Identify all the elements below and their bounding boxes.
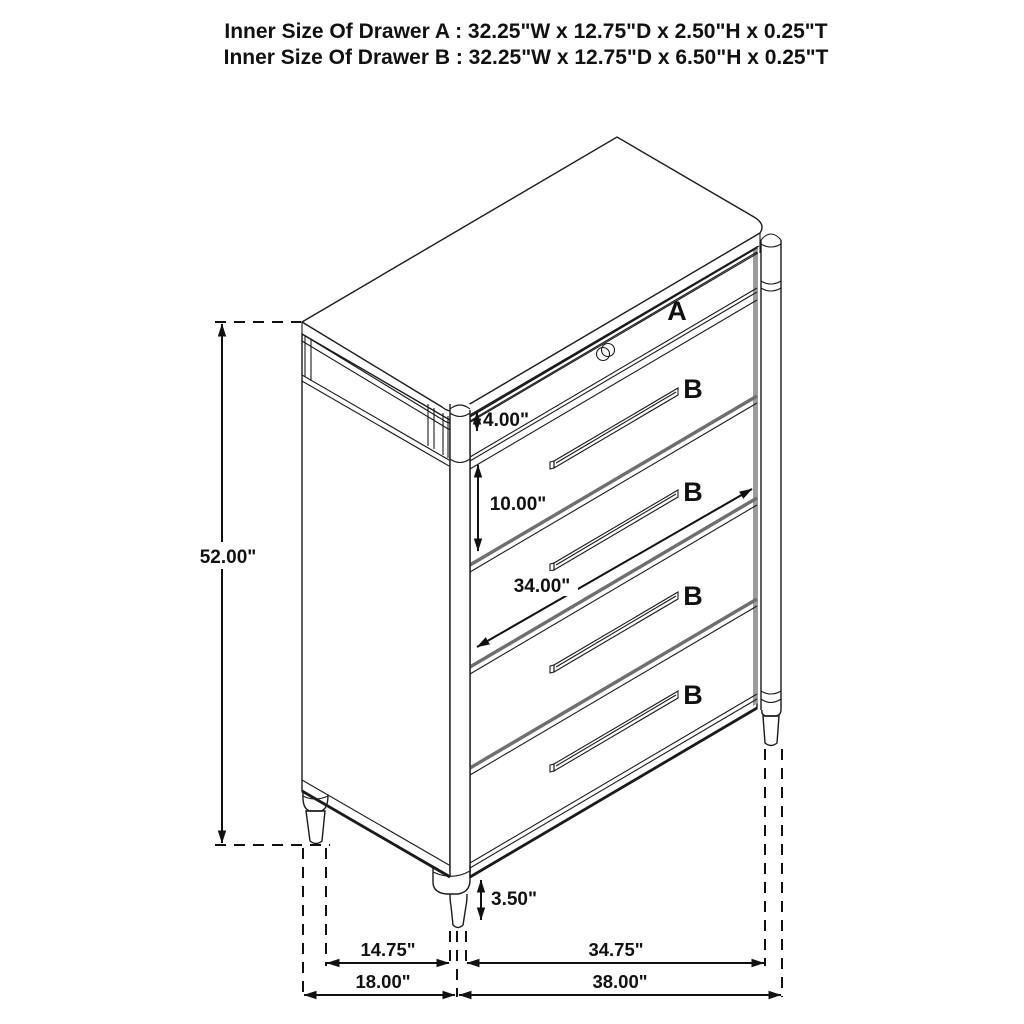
dim-depth-between-legs [327, 939, 449, 963]
dim-overall-depth-label: 18.00" [355, 971, 411, 992]
dim-drawer-width-label: 34.00" [513, 576, 571, 597]
dim-overall-height-label: 52.00" [199, 547, 257, 568]
right-corner-post [761, 234, 781, 746]
dim-drawer-b-height-label: 10.00" [489, 494, 547, 515]
label-drawer-b2: B [683, 477, 703, 507]
dim-overall-depth [304, 971, 455, 995]
left-leg [303, 793, 328, 844]
front-corner-post [433, 404, 470, 928]
drawer-face [470, 247, 758, 877]
cabinet-drawing [302, 137, 781, 928]
dim-depth-between-legs-label: 14.75" [360, 939, 416, 960]
dim-leg-height [481, 880, 537, 920]
dim-drawer-a-height-label: 4.00" [483, 410, 529, 431]
dim-leg-height-label: 3.50" [491, 889, 537, 910]
label-drawer-a: A [667, 296, 687, 326]
drawer-b3-handle [550, 592, 678, 673]
title-block [224, 20, 829, 69]
dim-overall-width-label: 38.00" [592, 971, 648, 992]
drawer-b2-handle [550, 490, 678, 571]
dim-drawer-b-height [478, 465, 546, 551]
dimension-annotations [193, 322, 782, 997]
dim-width-between-legs-label: 34.75" [588, 939, 644, 960]
label-drawer-b1: B [683, 374, 703, 404]
drawer-b4-handle [550, 691, 678, 772]
label-drawer-b4: B [683, 680, 703, 710]
title-line-1: Inner Size Of Drawer A : 32.25"W x 12.75"D x 2.50"H x 0.25"T [224, 20, 828, 43]
dim-overall-height [193, 322, 330, 845]
label-drawer-b3: B [683, 581, 703, 611]
drawer-b1-handle [550, 388, 678, 469]
dim-overall-width [459, 971, 781, 995]
side-panel [302, 334, 450, 877]
dim-drawer-a-height [477, 410, 529, 431]
edge-shadow [753, 247, 758, 706]
title-line-2: Inner Size Of Drawer B : 32.25"W x 12.75"D x 6.50"H x 0.25"T [223, 46, 829, 69]
dim-width-between-legs [467, 939, 764, 963]
